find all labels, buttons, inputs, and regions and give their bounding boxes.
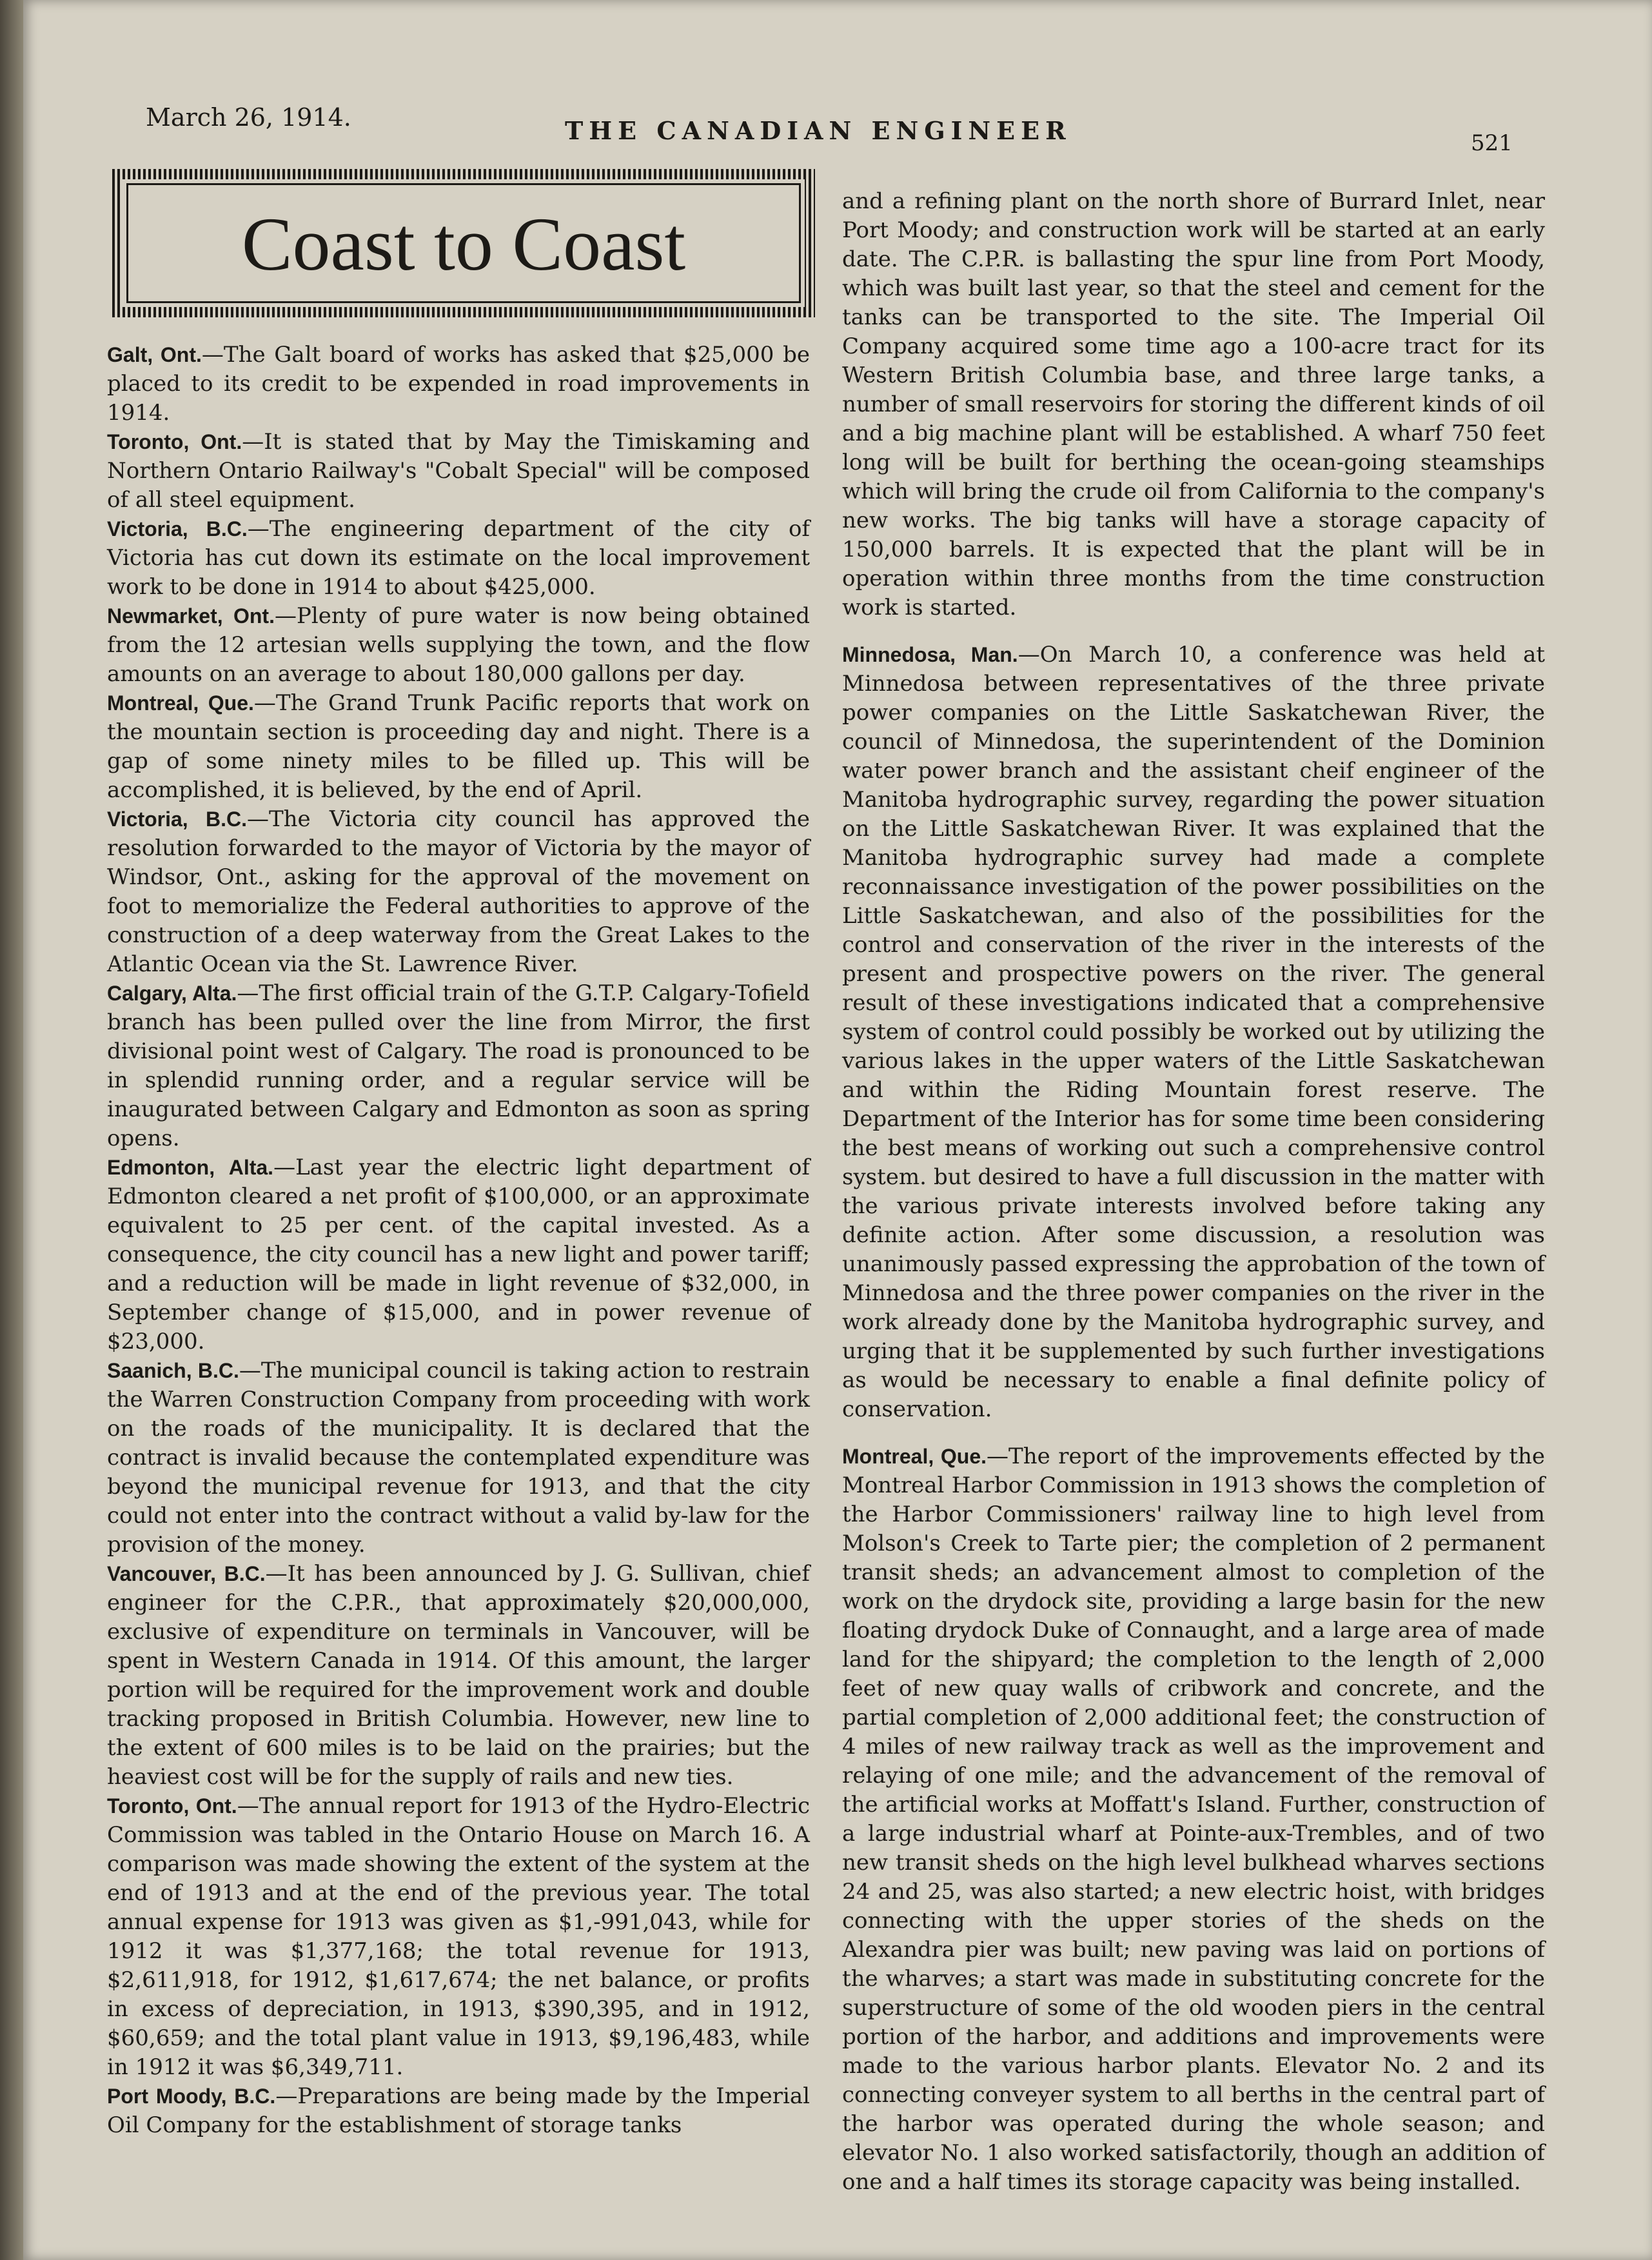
news-item — [107, 2082, 810, 2140]
news-item — [107, 1792, 810, 2082]
news-item — [107, 1153, 810, 1356]
item-dateline: Newmarket, Ont. — [107, 604, 275, 628]
item-body: —The report of the improvements effected by the Montreal Harbor Commission in 1913 shows the completion of the Harbor Commissioners' railway line to high level from Molson's Creek to Tarte pier; the completion of 2 permanent transit sheds; an advancement almost to completion of the work on the drydock site, providing a large basin for the new floating drydock Duke of Connaught, and a large area of made land for the shipyard; the completion to the length of 2,000 feet of new quay walls of cribwork and concrete, and the partial completion of 2,000 additional feet; the construction of 4 miles of new railway track as well as the improvement and relaying of one mile; and the advancement of the removal of the artificial works at Moffatt's Island. Further, construction of a large industrial wharf at Pointe-aux-Trembles, and of two new transit sheds on the high level bulkhead wharves sections 24 and 25, was also started; a new electric hoist, with bridges connecting with the upper stories of the sheds on the Alexandra pier was built; new paving was laid on portions of the wharves; a start was made in substituting concrete for the superstructure of some of the old wooden piers in the central portion of the harbor, and additions and improvements were made to the various harbor plants. Elevator No. 2 and its connecting conveyer system to all berths in the central part of the harbor was operated during the whole season; and elevator No. 1 also worked satisfactorily, though an addition of one and a half times its storage capacity was being installed. — [842, 1443, 1545, 2195]
item-dateline: Port Moody, B.C. — [107, 2085, 276, 2108]
item-dateline: Montreal, Que. — [842, 1445, 987, 1468]
running-header — [23, 97, 1652, 155]
item-dateline: Victoria, B.C. — [107, 517, 248, 540]
item-body: —Plenty of pure water is now being obtained from the 12 artesian wells supplying the town, and the flow amounts on an average to about 180,000 gallons per day. — [107, 603, 811, 687]
item-dateline: Montreal, Que. — [107, 691, 254, 715]
item-body: —The Victoria city council has approved the resolution forwarded to the mayor of Victoria by the mayor of Windsor, Ont., asking for the approval of the movement on foot to memorialize the Federal authorities to approve of the construction of a deep waterway from the Great Lakes to the Atlantic Ocean via the St. Lawrence River. — [107, 806, 811, 977]
news-item — [842, 187, 1545, 622]
item-body: —The Grand Trunk Pacific reports that work on the mountain section is proceeding day and night. There is a gap of some ninety miles to be filled up. This will be accomplished, it is believed, by the end of April. — [107, 690, 810, 803]
news-item — [107, 341, 810, 428]
page — [23, 0, 1652, 2260]
news-item — [107, 428, 810, 515]
item-body: —The annual report for 1913 of the Hydro-Electric Commission was tabled in the Ontario House on March 16. A comparison was made showing the extent of the system at the end of 1913 and at the end of the previous year. The total annual expense for 1913 was given as $1,-991,043, while for 1912 it was $1,377,168; the total revenue for 1913, $2,611,918, for 1912, $1,617,674; the net balance, or profits in excess of depreciation, in 1913, $390,395, and in 1912, $60,659; and the total plant value in 1913, $9,196,483, while in 1912 it was $6,349,711. — [107, 1793, 811, 2080]
issue-date: March 26, 1914. — [146, 103, 351, 132]
item-body: —The Galt board of works has asked that $25,000 be placed to its credit to be expended in road improvements in 1914. — [107, 342, 811, 426]
news-item — [107, 805, 810, 979]
item-dateline: Saanich, B.C. — [107, 1359, 239, 1382]
item-body: —It has been announced by J. G. Sullivan, chief engineer for the C.P.R., that approximately $20,000,000, exclusive of expenditure on terminals in Vancouver, will be spent in Western Canada in 1914. Of this amount, the larger portion will be required for the improvement work and double tracking proposed in British Columbia. However, new line to the extent of 600 miles is to be laid on the prairies; but the heaviest cost will be for the supply of rails and new ties. — [107, 1561, 810, 1790]
section-title: Coast to Coast — [241, 202, 686, 286]
binding-gutter — [0, 0, 23, 2260]
news-item — [842, 640, 1545, 1424]
item-dateline: Calgary, Alta. — [107, 982, 237, 1005]
news-item — [107, 515, 810, 602]
item-body: and a refining plant on the north shore of Burrard Inlet, near Port Moody; and construction work will be started at an early date. The C.P.R. is ballasting the spur line from Port Moody, which was built last year, so that the steel and cement for the tanks can be transported to the site. The Imperial Oil Company acquired some time ago a 100-acre tract for its Western British Columbia base, and three large tanks, a number of small reservoirs for storing the different kinds of oil and a big machine plant will be established. A wharf 750 feet long will be built for berthing the ocean-going steamships which will bring the crude oil from California to the company's new works. The big tanks will have a storage capacity of 150,000 barrels. It is expected that the plant will be in operation within three months from the time construction work is started. — [842, 188, 1545, 620]
item-body: —It is stated that by May the Timiskaming and Northern Ontario Railway's "Cobalt Special" will be composed of all steel equipment. — [107, 429, 810, 513]
item-body: —Last year the electric light department of Edmonton cleared a net profit of $100,000, or an approximate equivalent to 25 per cent. of the capital invested. As a consequence, the city council has a new light and power tariff; and a reduction will be made in light revenue of $32,000, in September change of $15,000, and in power revenue of $23,000. — [107, 1155, 810, 1354]
item-body: —The municipal council is taking action to restrain the Warren Construction Company from proceeding with work on the roads of the municipality. It is declared that the contract is invalid because the contemplated expenditure was beyond the municipal revenue for 1913, and that the city could not enter into the contract without a valid by-law for the provision of the money. — [107, 1358, 810, 1558]
page-number: 521 — [1471, 130, 1513, 156]
news-item — [107, 979, 810, 1153]
news-item — [107, 602, 810, 689]
item-dateline: Galt, Ont. — [107, 343, 202, 366]
item-body: —The engineering department of the city of Victoria has cut down its estimate on the local improvement work to be done in 1914 to about $425,000. — [107, 516, 810, 600]
column-left — [107, 341, 810, 2140]
item-dateline: Toronto, Ont. — [107, 1794, 237, 1818]
news-item — [842, 1442, 1545, 2197]
news-item — [107, 689, 810, 805]
item-dateline: Victoria, B.C. — [107, 808, 247, 831]
news-item — [107, 1356, 810, 1560]
item-dateline: Edmonton, Alta. — [107, 1156, 274, 1179]
item-dateline: Vancouver, B.C. — [107, 1562, 266, 1585]
item-body: —Preparations are being made by the Imperial Oil Company for the establishment of storage tanks — [107, 2083, 811, 2138]
news-item — [107, 1560, 810, 1792]
item-dateline: Toronto, Ont. — [107, 430, 242, 453]
section-banner — [112, 169, 815, 317]
publication-title: THE CANADIAN ENGINEER — [565, 116, 1072, 145]
column-right — [842, 187, 1545, 2197]
item-body: —The first official train of the G.T.P. Calgary-Tofield branch has been pulled over the line from Mirror, the first divisional point west of Calgary. The road is pronounced to be in splendid running order, and a regular service will be inaugurated between Calgary and Edmonton as soon as spring opens. — [107, 980, 810, 1151]
item-body: —On March 10, a conference was held at Minnedosa between representatives of the three private power companies on the Little Saskatchewan River, the council of Minnedosa, the superintendent of the Dominion water power branch and the assistant cheif engineer of the Manitoba hydrographic survey, regarding the power situation on the Little Saskatchewan River. It was explained that the Manitoba hydrographic survey had made a complete reconnaissance investigation of the power possibilities on the Little Saskatchewan, and also of the possibilities for the control and conservation of the river in the interests of the present and prospective powers on the river. The general result of these investigations indicated that a comprehensive system of control could possibly be worked out by utilizing the various lakes in the upper waters of the Little Saskatchewan and within the Riding Mountain forest reserve. The Department of the Interior has for some time been considering the best means of working out such a comprehensive control system. but desired to have a full discussion in the matter with the various private interests involved before taking any definite action. After some discussion, a resolution was unanimously passed expressing the approbation of the town of Minnedosa and the three power companies on the river in the work already done by the Manitoba hydrographic survey, and urging that it be supplemented by such further investigations as would be necessary to enable a final definite policy of conservation. — [842, 642, 1545, 1422]
item-dateline: Minnedosa, Man. — [842, 643, 1018, 666]
